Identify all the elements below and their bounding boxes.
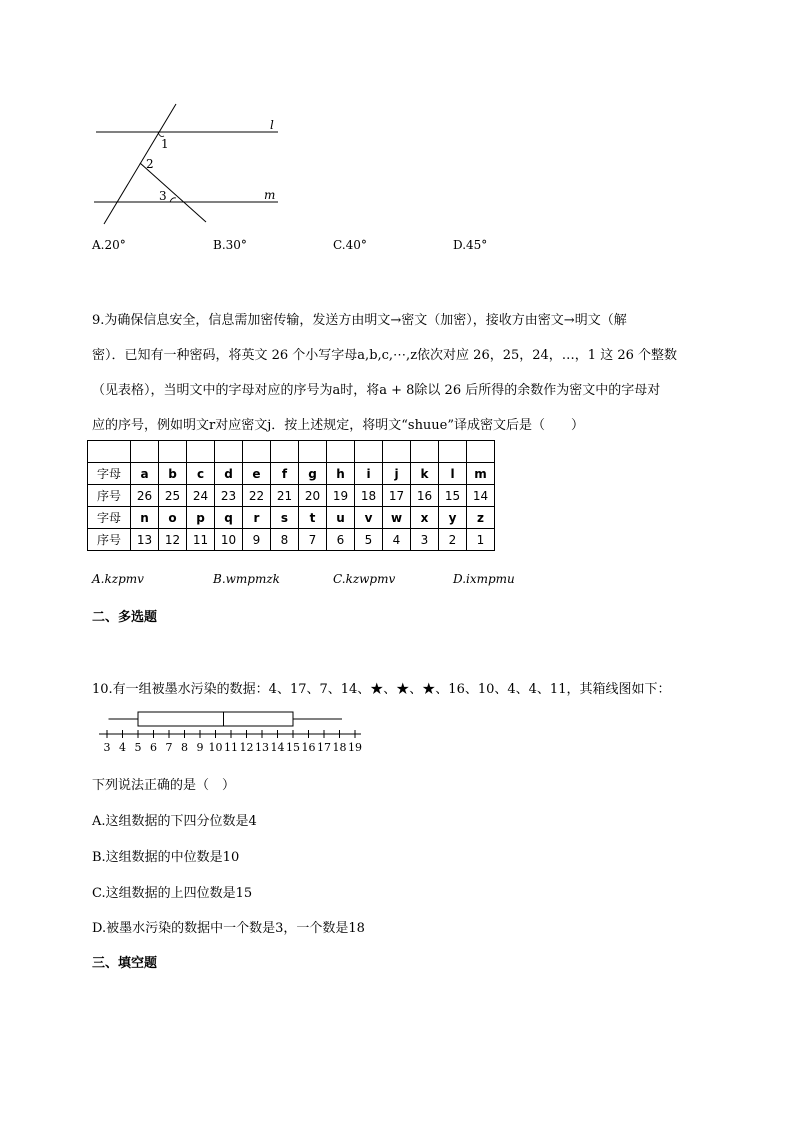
table-cell: 15 — [439, 485, 467, 507]
q10-option-b[interactable]: B.这组数据的中位数是10 — [92, 850, 240, 865]
table-row — [88, 507, 495, 529]
q9-option-a[interactable]: A.kzpmv — [92, 572, 144, 586]
table-cell: 9 — [243, 529, 271, 551]
q10-stem: 10.有一组被墨水污染的数据：4、17、7、14、★、★、★、16、10、4、4、11，其箱线图如下： — [92, 682, 671, 697]
axis-tick-label: 5 — [134, 741, 142, 754]
q10-option-c[interactable]: C.这组数据的上四位数是15 — [92, 886, 253, 901]
axis-tick-label: 19 — [348, 741, 362, 754]
section-heading-multiple-choice: 二、多选题 — [92, 610, 158, 625]
q10-prompt: 下列说法正确的是（ ） — [92, 778, 236, 793]
table-cell: d — [215, 463, 243, 485]
row-header: 序号 — [88, 485, 131, 507]
table-cell: 3 — [411, 529, 439, 551]
table-cell: k — [411, 463, 439, 485]
table-row-empty — [88, 441, 495, 463]
table-cell: h — [327, 463, 355, 485]
table-cell: z — [467, 507, 495, 529]
angle-label-1: 1 — [161, 137, 169, 151]
table-row — [88, 529, 495, 551]
table-cell: p — [187, 507, 215, 529]
table-cell: y — [439, 507, 467, 529]
table-row — [88, 485, 495, 507]
label-m: m — [264, 188, 276, 202]
table-cell: q — [215, 507, 243, 529]
table-cell: m — [467, 463, 495, 485]
table-cell: 4 — [383, 529, 411, 551]
axis-tick-label: 4 — [119, 741, 126, 754]
table-cell: 11 — [187, 529, 215, 551]
table-cell: 6 — [327, 529, 355, 551]
axis-tick-label: 9 — [196, 741, 204, 754]
angle-label-2: 2 — [146, 157, 154, 171]
row-header: 序号 — [88, 529, 131, 551]
slant-line — [140, 163, 206, 222]
axis-tick-label: 11 — [224, 741, 238, 754]
table-cell: x — [411, 507, 439, 529]
table-cell: g — [299, 463, 327, 485]
table-cell: 19 — [327, 485, 355, 507]
q8-option-d[interactable]: D.45° — [453, 238, 488, 252]
table-cell: b — [159, 463, 187, 485]
table-cell: 17 — [383, 485, 411, 507]
table-cell: f — [271, 463, 299, 485]
table-cell: 7 — [299, 529, 327, 551]
axis-tick-label: 16 — [301, 741, 316, 754]
cipher-table — [87, 440, 495, 551]
axis-tick-label: 12 — [239, 741, 254, 754]
table-cell: 16 — [411, 485, 439, 507]
table-cell: r — [243, 507, 271, 529]
q10-option-a[interactable]: A.这组数据的下四分位数是4 — [92, 814, 257, 829]
box-plot — [95, 704, 385, 754]
table-cell: c — [187, 463, 215, 485]
axis-tick-label: 7 — [165, 741, 173, 754]
table-cell: 2 — [439, 529, 467, 551]
table-cell: 14 — [467, 485, 495, 507]
section-heading-fill-in: 三、填空题 — [92, 956, 158, 971]
axis-tick-label: 6 — [150, 741, 157, 754]
angle-label-3: 3 — [159, 189, 167, 203]
table-cell: 21 — [271, 485, 299, 507]
table-cell: 18 — [355, 485, 383, 507]
table-cell: a — [131, 463, 159, 485]
table-cell: 22 — [243, 485, 271, 507]
q10-option-d[interactable]: D.被墨水污染的数据中一个数是3，一个数是18 — [92, 921, 365, 936]
q9-stem-line-3: （见表格），当明文中的字母对应的序号为a时，将a + 8除以 26 后所得的余数作为密文中的字母对 — [92, 383, 661, 398]
table-cell: 25 — [159, 485, 187, 507]
table-cell: l — [439, 463, 467, 485]
table-cell: 20 — [299, 485, 327, 507]
axis-tick-label: 14 — [270, 741, 285, 754]
label-l: l — [270, 118, 274, 132]
axis-tick-label: 13 — [255, 741, 269, 754]
table-cell: o — [159, 507, 187, 529]
box — [138, 712, 293, 726]
table-cell: 26 — [131, 485, 159, 507]
table-cell: s — [271, 507, 299, 529]
q9-stem-line-1: 9.为确保信息安全，信息需加密传输，发送方由明文→密文（加密），接收方由密文→明文（解 — [92, 313, 627, 328]
angle-arc-3 — [170, 198, 176, 202]
row-header: 字母 — [88, 507, 131, 529]
axis-tick-label: 10 — [208, 741, 223, 754]
axis-tick-label: 8 — [181, 741, 188, 754]
axis-tick-label: 17 — [317, 741, 331, 754]
transversal-line — [104, 104, 176, 224]
table-cell: 5 — [355, 529, 383, 551]
table-cell: j — [383, 463, 411, 485]
axis-tick-label: 3 — [103, 741, 111, 754]
table-cell: 1 — [467, 529, 495, 551]
axis-tick-label: 15 — [286, 741, 300, 754]
row-header: 字母 — [88, 463, 131, 485]
q9-stem-line-4: 应的序号，例如明文r对应密文j．按上述规定，将明文“shuue”译成密文后是（ ） — [92, 418, 585, 433]
table-cell: 13 — [131, 529, 159, 551]
table-cell: e — [243, 463, 271, 485]
table-cell: 24 — [187, 485, 215, 507]
table-cell: 23 — [215, 485, 243, 507]
q9-option-c[interactable]: C.kzwpmv — [333, 572, 396, 586]
parallel-lines-figure — [88, 98, 288, 230]
table-cell: i — [355, 463, 383, 485]
table-cell: w — [383, 507, 411, 529]
q9-stem-line-2: 密）．已知有一种密码，将英文 26 个小写字母a,b,c,⋯,z依次对应 26，25，24，…，1 这 26 个整数 — [92, 348, 678, 363]
table-cell: n — [131, 507, 159, 529]
q8-option-c[interactable]: C.40° — [333, 238, 367, 252]
table-row — [88, 463, 495, 485]
table-cell: v — [355, 507, 383, 529]
q9-option-d[interactable]: D.ixmpmu — [453, 572, 515, 586]
q8-option-b[interactable]: B.30° — [213, 238, 247, 252]
table-cell: 8 — [271, 529, 299, 551]
table-cell: 10 — [215, 529, 243, 551]
q9-option-b[interactable]: B.wmpmzk — [213, 572, 280, 586]
table-cell: 12 — [159, 529, 187, 551]
q8-option-a[interactable]: A.20° — [92, 238, 126, 252]
table-cell: u — [327, 507, 355, 529]
table-cell: t — [299, 507, 327, 529]
axis-tick-label: 18 — [332, 741, 347, 754]
